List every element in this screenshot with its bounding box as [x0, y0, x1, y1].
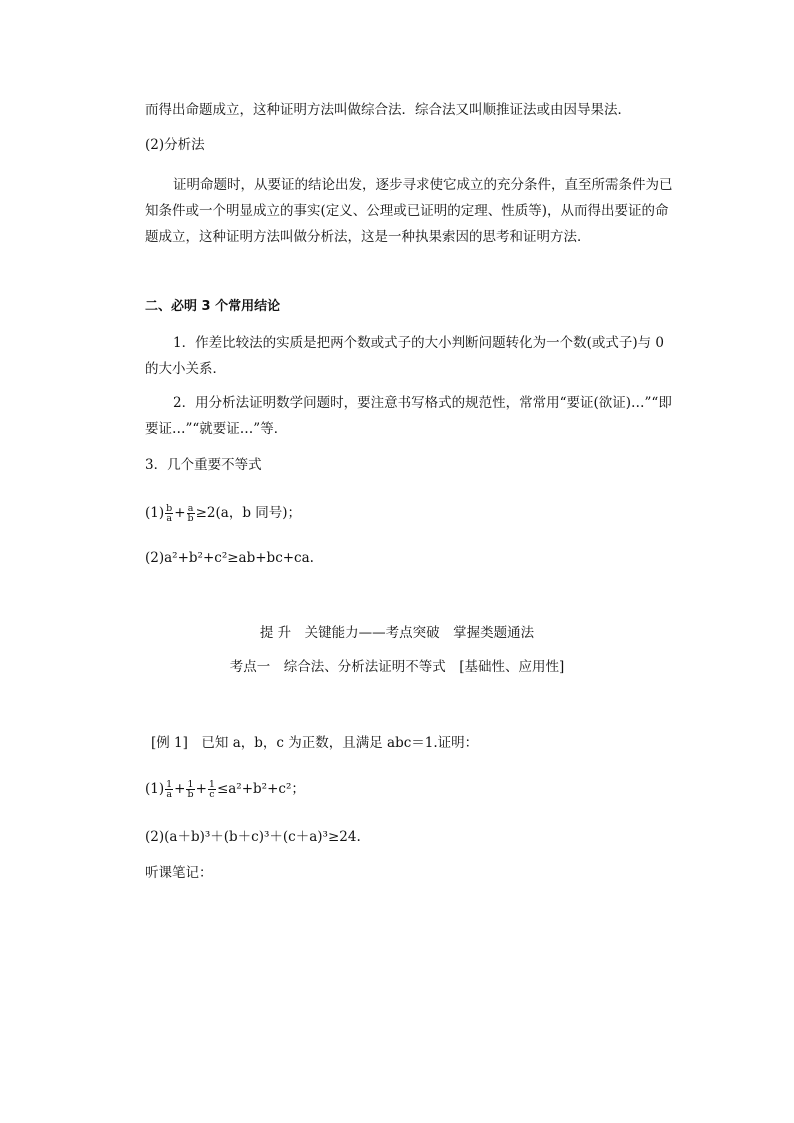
notes-label: 听课笔记： [145, 865, 213, 881]
example-part-1: (1) $\frac{1}{a}$ + $\frac{1}{b}$ + $\frac{1}{c}$ ≤a²+b²+c²； [145, 779, 305, 800]
example-statement [151, 730, 661, 756]
example-label: [例 1] [151, 735, 188, 751]
conclusion-item-3: 3．几个重要不等式 [145, 457, 262, 473]
conclusion-item-1: 1．作差比较法的实质是把两个数或式子的大小判断问题转化为一个数(或式子)与 0 的大小关系． [145, 335, 665, 377]
inequality-1-rest: ≥2(a，b 同号)； [195, 505, 302, 521]
intro-line: 而得出命题成立，这种证明方法叫做综合法．综合法又叫顺推证法或由因导果法． [145, 102, 631, 118]
fraction-b-over-a: $\frac{b}{a}$ [166, 503, 173, 524]
fraction-1-over-a: $\frac{1}{a}$ [166, 779, 173, 800]
analysis-heading: (2)分析法 [145, 137, 205, 153]
section-title: 提 升 关键能力——考点突破 掌握类题通法 [259, 625, 535, 641]
section-subtitle: 考点一 综合法、分析法证明不等式 [基础性、应用性] [229, 659, 565, 675]
example-part-2: (2)(a＋b)³＋(b＋c)³＋(c＋a)³≥24. [145, 829, 361, 845]
example-text: 已知 a，b，c 为正数，且满足 abc＝1.证明： [201, 735, 479, 751]
inequality-1: (1) $\frac{b}{a}$ + $\frac{a}{b}$ ≥2(a，b 同号)； [145, 503, 302, 524]
fraction-a-over-b: $\frac{a}{b}$ [187, 503, 194, 524]
analysis-body: 证明命题时，从要证的结论出发，逐步寻求使它成立的充分条件，直至所需条件为已知条件或一个明显成立的事实(定义、公理或已证明的定理、性质等)，从而得出要证的命题成立，这种证明方法叫做分析法，这是一种执果索因的思考和证明方法． [145, 177, 673, 245]
inequality-1-prefix: (1) [145, 505, 165, 521]
fraction-1-over-b: $\frac{1}{b}$ [187, 779, 194, 800]
conclusion-item-2: 2．用分析法证明数学问题时，要注意书写格式的规范性，常常用“要证(欲证)…”“即要证…”“就要证…”等． [145, 395, 672, 437]
conclusions-heading: 二、必明 3 个常用结论 [145, 299, 281, 314]
inequality-2: (2)a²+b²+c²≥ab+bc+ca. [145, 550, 314, 566]
fraction-1-over-c: $\frac{1}{c}$ [208, 779, 215, 800]
